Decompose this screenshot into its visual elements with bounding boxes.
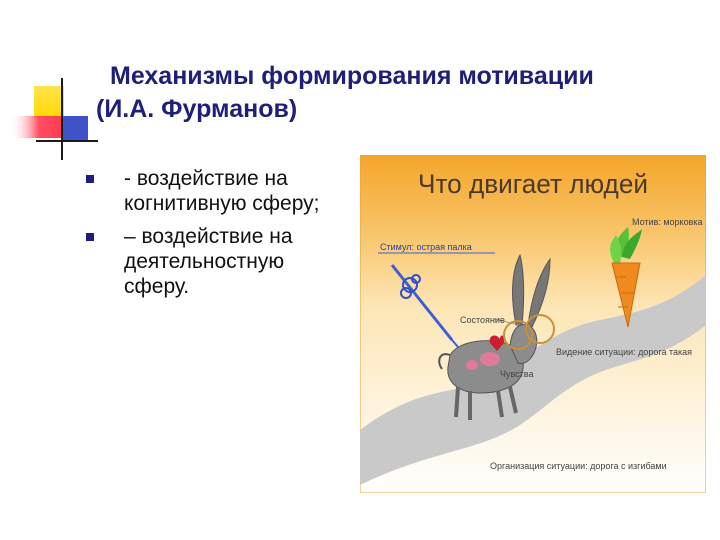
bullet-text: – воздействие на деятельностную сферу.	[124, 225, 293, 298]
motivation-illustration-svg	[360, 155, 706, 493]
picture-heading: Что двигает людей	[418, 169, 648, 199]
bullet-item-activity	[84, 224, 354, 299]
slide-title	[96, 60, 696, 126]
deco-red-bar	[10, 116, 62, 138]
corner-decoration	[0, 0, 100, 170]
deco-blue-square	[62, 116, 88, 142]
bullet-item-cognitive	[84, 166, 354, 216]
label-state: Состояние	[460, 315, 505, 325]
bullet-square-icon	[86, 233, 94, 241]
label-stimulus: Стимул: острая палка	[380, 242, 472, 252]
bullet-square-icon	[86, 175, 94, 183]
bullet-text: - воздействие на когнитивную сферу;	[124, 167, 320, 215]
motivation-illustration	[360, 155, 706, 493]
bullet-list	[84, 166, 354, 307]
label-feelings: Чувства	[500, 369, 534, 379]
slide-title-line1: Механизмы формирования мотивации	[110, 62, 594, 90]
label-motive: Мотив: морковка	[632, 217, 703, 227]
deco-yellow-square	[34, 86, 64, 118]
label-vision: Видение ситуации: дорога такая	[556, 347, 693, 357]
label-organization: Организация ситуации: дорога с изгибами	[490, 461, 667, 471]
slide-title-line2: (И.А. Фурманов)	[96, 95, 298, 123]
